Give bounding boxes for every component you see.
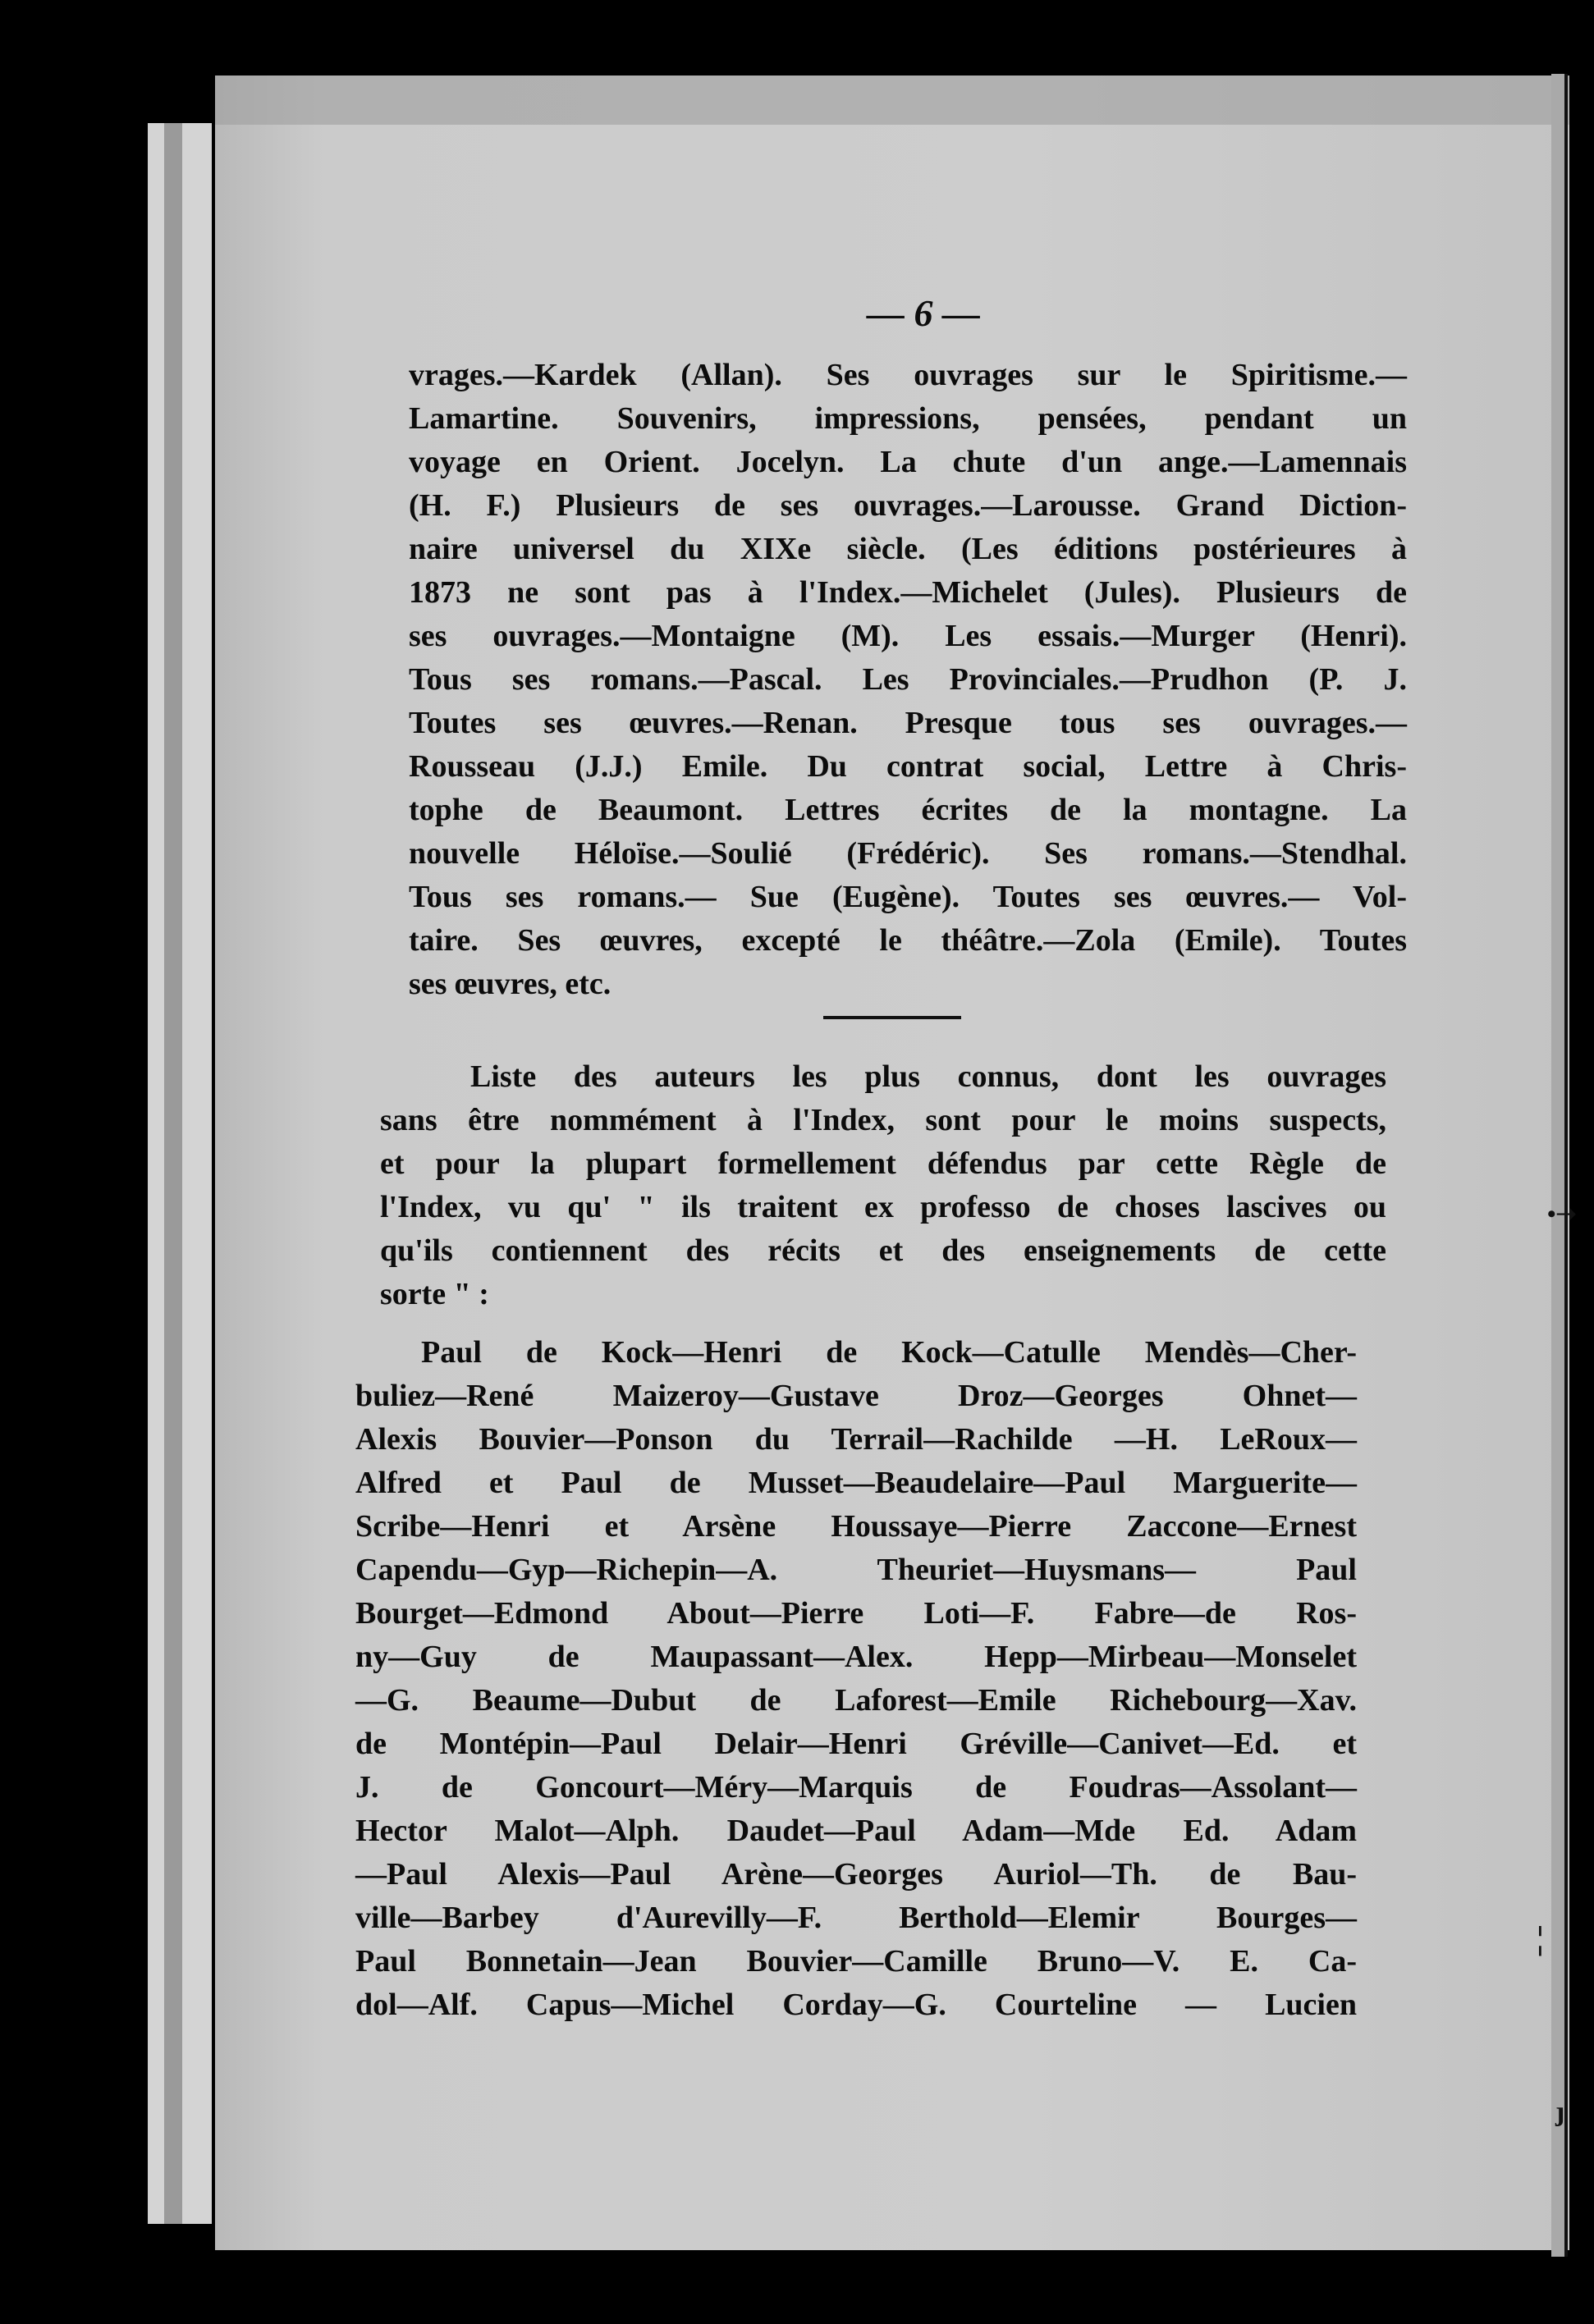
text-line: ses ouvrages.—Montaigne (M). Les essais.—Murger (Henri). bbox=[409, 619, 1407, 653]
text-line: —Paul Alexis—Paul Arène—Georges Auriol—Th. de Bau- bbox=[355, 1857, 1357, 1892]
text-line: Paul de Kock—Henri de Kock—Catulle Mendès—Cher- bbox=[421, 1335, 1357, 1370]
text-line: Scribe—Henri et Arsène Houssaye—Pierre Zaccone—Ernest bbox=[355, 1509, 1357, 1544]
margin-mark: ¦ bbox=[1537, 1919, 1544, 1956]
text-line: Toutes ses œuvres.—Renan. Presque tous ses ouvrages.— bbox=[409, 706, 1407, 740]
text-line: buliez—René Maizeroy—Gustave Droz—Georges Ohnet— bbox=[355, 1379, 1357, 1413]
text-line: tophe de Beaumont. Lettres écrites de la montagne. La bbox=[409, 793, 1407, 827]
page-top-shadow bbox=[215, 75, 1569, 125]
right-page-fold bbox=[1551, 74, 1564, 2257]
text-line: Tous ses romans.— Sue (Eugène). Toutes ses œuvres.— Vol- bbox=[409, 880, 1407, 914]
text-line: J. de Goncourt—Méry—Marquis de Foudras—Assolant— bbox=[355, 1770, 1357, 1805]
text-line: ses œuvres, etc. bbox=[409, 967, 611, 1001]
section-divider bbox=[823, 1016, 961, 1019]
text-line: Alexis Bouvier—Ponson du Terrail—Rachilde —H. LeRoux— bbox=[355, 1422, 1357, 1457]
text-line: et pour la plupart formellement défendus par cette Règle de bbox=[380, 1146, 1386, 1181]
margin-mark: ȷ bbox=[1555, 2097, 1565, 2127]
text-line: Paul Bonnetain—Jean Bouvier—Camille Bruno—V. E. Ca- bbox=[355, 1944, 1357, 1979]
text-line: sorte " : bbox=[380, 1277, 489, 1311]
text-line: ville—Barbey d'Aurevilly—F. Berthold—Elemir Bourges— bbox=[355, 1901, 1357, 1935]
text-line: taire. Ses œuvres, excepté le théâtre.—Zola (Emile). Toutes bbox=[409, 923, 1407, 958]
text-line: Capendu—Gyp—Richepin—A. Theuriet—Huysmans— Paul bbox=[355, 1553, 1357, 1587]
text-line: ny—Guy de Maupassant—Alex. Hepp—Mirbeau—Monselet bbox=[355, 1640, 1357, 1674]
text-line: 1873 ne sont pas à l'Index.—Michelet (Jules). Plusieurs de bbox=[409, 575, 1407, 610]
text-line: qu'ils contiennent des récits et des enseignements de cette bbox=[380, 1233, 1386, 1268]
text-line: Tous ses romans.—Pascal. Les Provinciales.—Prudhon (P. J. bbox=[409, 662, 1407, 697]
text-line: nouvelle Héloïse.—Soulié (Frédéric). Ses romans.—Stendhal. bbox=[409, 836, 1407, 871]
text-line: voyage en Orient. Jocelyn. La chute d'un ange.—Lamennais bbox=[409, 445, 1407, 479]
margin-mark: •➝ bbox=[1547, 1201, 1577, 1228]
text-line: sans être nommément à l'Index, sont pour le moins suspects, bbox=[380, 1103, 1386, 1137]
text-line: Rousseau (J.J.) Emile. Du contrat social, Lettre à Chris- bbox=[409, 749, 1407, 784]
text-line: Hector Malot—Alph. Daudet—Paul Adam—Mde Ed. Adam bbox=[355, 1814, 1357, 1848]
text-line: Lamartine. Souvenirs, impressions, pensées, pendant un bbox=[409, 401, 1407, 436]
text-line: —G. Beaume—Dubut de Laforest—Emile Richebourg—Xav. bbox=[355, 1683, 1357, 1718]
text-line: dol—Alf. Capus—Michel Corday—G. Courteline — Lucien bbox=[355, 1988, 1357, 2022]
left-page-edge-shadow bbox=[164, 123, 182, 2224]
text-line: vrages.—Kardek (Allan). Ses ouvrages sur le Spiritisme.— bbox=[409, 358, 1407, 392]
page-number: — 6 — bbox=[867, 292, 980, 334]
right-page-fold-edge bbox=[1564, 74, 1568, 2257]
text-line: Alfred et Paul de Musset—Beaudelaire—Paul Marguerite— bbox=[355, 1466, 1357, 1500]
text-line: Bourget—Edmond About—Pierre Loti—F. Fabre—de Ros- bbox=[355, 1596, 1357, 1631]
text-line: Liste des auteurs les plus connus, dont les ouvrages bbox=[470, 1059, 1386, 1094]
text-line: de Montépin—Paul Delair—Henri Gréville—Canivet—Ed. et bbox=[355, 1727, 1357, 1761]
text-line: naire universel du XIXe siècle. (Les éditions postérieures à bbox=[409, 532, 1407, 566]
text-line: (H. F.) Plusieurs de ses ouvrages.—Larousse. Grand Diction- bbox=[409, 488, 1407, 523]
text-line: l'Index, vu qu' " ils traitent ex professo de choses lascives ou bbox=[380, 1190, 1386, 1224]
